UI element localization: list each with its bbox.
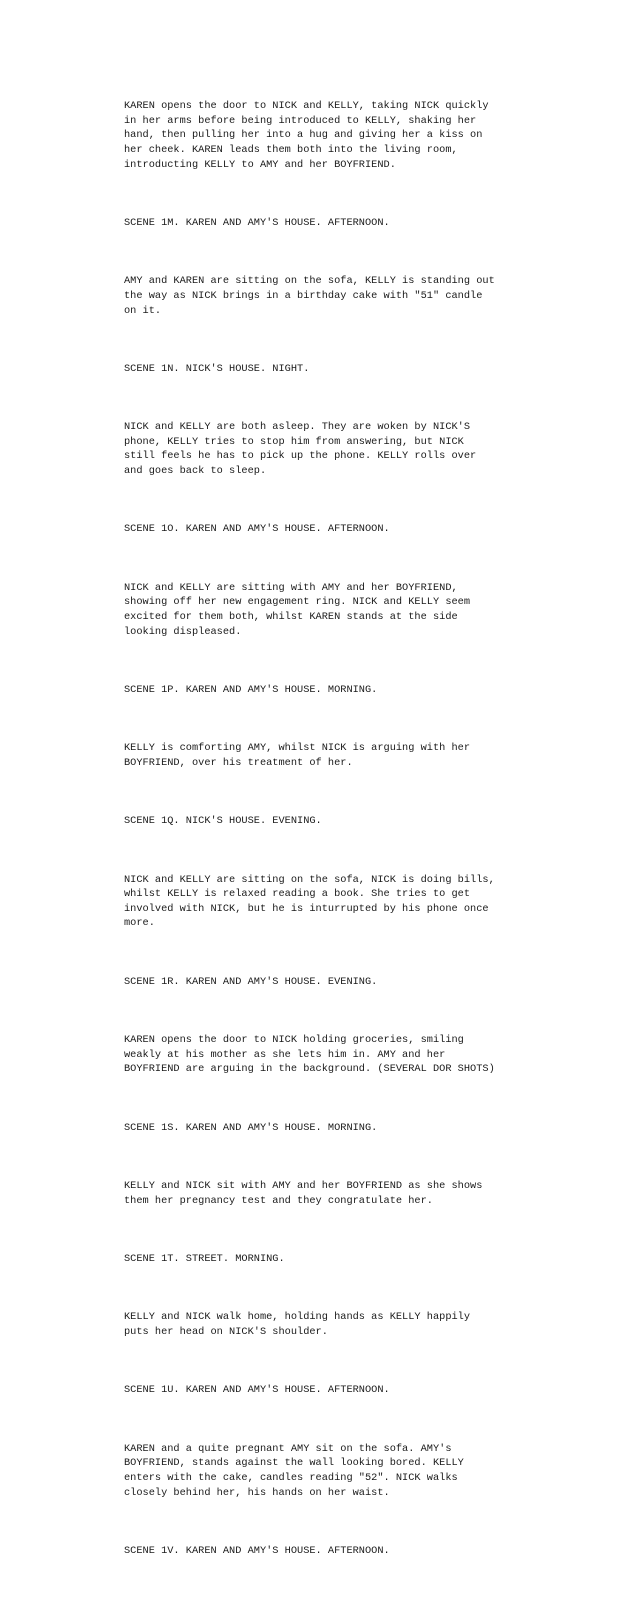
action-paragraph: KAREN opens the door to NICK holding groceries, smiling weakly at his mother as she lets him in. AMY and her BOYFRIEND are arguing in the background. (SEVERAL DOR SHOTS) <box>124 1034 495 1076</box>
action-paragraph: KELLY and NICK sit with AMY and her BOYFRIEND as she shows them her pregnancy test and they congratulate her. <box>124 1180 483 1207</box>
scene-heading: SCENE 1O. KAREN AND AMY'S HOUSE. AFTERNOON. <box>124 523 390 536</box>
action-paragraph: AMY and KAREN are sitting on the sofa, KELLY is standing out the way as NICK brings in a birthday cake with "51" candle on it. <box>124 275 495 317</box>
action-paragraph: NICK and KELLY are sitting with AMY and her BOYFRIEND, showing off her new engagement ring. NICK and KELLY seem excited for them both, whilst KAREN stands at the side looking displeased. <box>124 581 471 638</box>
scene-heading: SCENE 1P. KAREN AND AMY'S HOUSE. MORNING. <box>124 683 378 696</box>
action-paragraph: KAREN and a quite pregnant AMY sit on the sofa. AMY's BOYFRIEND, stands against the wall looking bored. KELLY enters with the cake, candles reading "52". NICK walks closely behind her, his hands on her waist. <box>124 1442 464 1499</box>
scene-heading: SCENE 1V. KAREN AND AMY'S HOUSE. AFTERNOON. <box>124 1544 390 1557</box>
action-paragraph: KELLY and NICK walk home, holding hands as KELLY happily puts her head on NICK'S shoulder. <box>124 1311 471 1339</box>
scene-heading: SCENE 1Q. NICK'S HOUSE. EVENING. <box>124 815 322 828</box>
scene-heading: SCENE 1R. KAREN AND AMY'S HOUSE. EVENING. <box>124 975 378 988</box>
action-paragraph: NICK and KELLY are sitting on the sofa, NICK is doing bills, whilst KELLY is relaxed reading a book. She tries to get involved with NICK, but he is inturrupted by his phone once more. <box>124 873 495 930</box>
scene-heading: SCENE 1U. KAREN AND AMY'S HOUSE. AFTERNOON. <box>124 1384 390 1397</box>
scene-heading: SCENE 1M. KAREN AND AMY'S HOUSE. AFTERNOON. <box>124 216 390 229</box>
scene-heading: SCENE 1T. STREET. MORNING. <box>124 1253 285 1266</box>
action-paragraph: KAREN opens the door to NICK and KELLY, taking NICK quickly in her arms before being introduced to KELLY, shaking her hand, then pulling her into a hug and giving her a kiss on her cheek. KAREN leads them both into the living room, introducting KELLY to AMY and her BOYFRIEND. <box>124 100 489 171</box>
scene-heading: SCENE 1S. KAREN AND AMY'S HOUSE. MORNING. <box>124 1121 378 1134</box>
script-body <box>124 70 564 1602</box>
action-paragraph: KELLY is comforting AMY, whilst NICK is arguing with her BOYFRIEND, over his treatment of her. <box>124 742 471 769</box>
scene-heading: SCENE 1N. NICK'S HOUSE. NIGHT. <box>124 362 310 375</box>
action-paragraph: NICK and KELLY are both asleep. They are woken by NICK'S phone, KELLY tries to stop him from answering, but NICK still feels he has to pick up the phone. KELLY rolls over and goes back to sleep. <box>124 421 477 478</box>
